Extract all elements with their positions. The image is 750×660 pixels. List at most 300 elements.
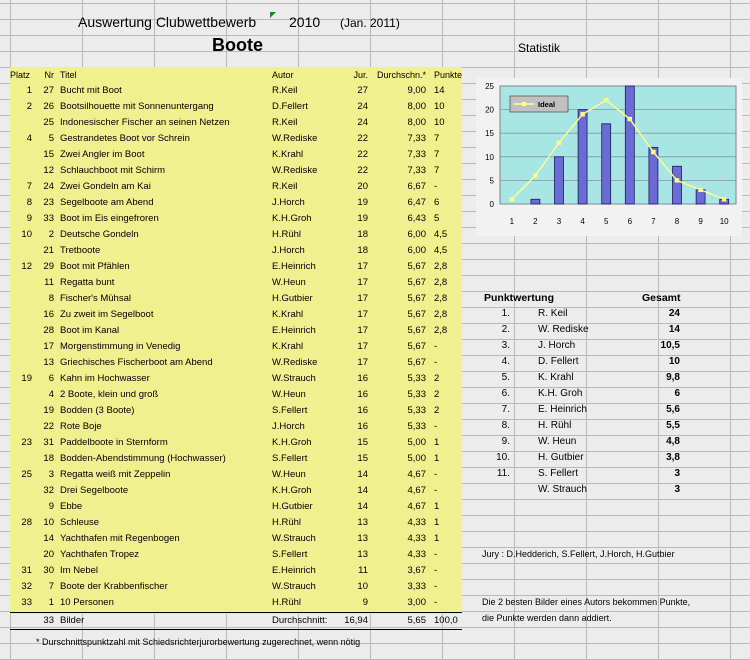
punktwertung-rank: 7. <box>501 404 510 415</box>
x-tick-label: 8 <box>674 217 680 226</box>
punktwertung-row <box>480 434 686 450</box>
cell-avg: 4,33 <box>407 549 426 560</box>
cell-jur: 24 <box>357 117 368 128</box>
cell-titel: Gestrandetes Boot vor Schrein <box>60 133 190 144</box>
note-line-1: Die 2 besten Bilder eines Autors bekommen Punkte, <box>482 597 691 607</box>
x-tick-label: 10 <box>719 217 729 226</box>
summary-avg-score: 5,65 <box>407 615 426 626</box>
cell-jur: 14 <box>357 469 368 480</box>
cell-punkte: 10 <box>434 117 445 128</box>
cell-avg: 4,33 <box>407 517 426 528</box>
cell-avg: 5,00 <box>407 437 426 448</box>
cell-titel: Schleuse <box>60 517 100 528</box>
cell-autor: H.Rühl <box>272 517 302 528</box>
cell-punkte: - <box>434 341 438 352</box>
cell-autor: R.Keil <box>272 117 298 128</box>
cell-titel: Boote der Krabbenfischer <box>60 581 168 592</box>
punktwertung-total: 9,8 <box>666 372 680 383</box>
cell-punkte: 2 <box>434 373 440 384</box>
cell-jur: 17 <box>357 325 368 336</box>
header-platz: Platz <box>10 70 31 80</box>
ideal-point <box>628 117 632 121</box>
punktwertung-total: 6 <box>674 388 680 399</box>
cell-avg: 4,67 <box>407 501 426 512</box>
punktwertung-total: 10 <box>668 356 680 367</box>
cell-platz: 28 <box>21 517 32 528</box>
cell-nr: 7 <box>48 581 54 592</box>
cell-nr: 2 <box>48 229 54 240</box>
cell-autor: H.Rühl <box>272 597 302 608</box>
cell-autor: W.Heun <box>272 277 306 288</box>
cell-autor: W.Strauch <box>272 533 316 544</box>
punktwertung-row <box>480 418 686 434</box>
cell-nr: 19 <box>43 405 54 416</box>
cell-jur: 17 <box>357 341 368 352</box>
cell-punkte: 2 <box>434 389 440 400</box>
cell-autor: J.Horch <box>272 421 305 432</box>
punktwertung-rank: 5. <box>501 372 510 383</box>
cell-punkte: - <box>434 565 438 576</box>
punktwertung-rank: 10. <box>496 452 510 463</box>
cell-nr: 27 <box>43 85 54 96</box>
punktwertung-row <box>480 402 686 418</box>
summary-row <box>10 612 462 630</box>
cell-avg: 5,67 <box>407 261 426 272</box>
cell-punkte: 4,5 <box>434 245 448 256</box>
cell-autor: K.H.Groh <box>272 213 312 224</box>
table-row <box>10 163 462 179</box>
cell-jur: 22 <box>357 149 368 160</box>
table-row <box>10 563 462 579</box>
x-tick-label: 2 <box>533 217 538 226</box>
cell-avg: 9,00 <box>407 85 426 96</box>
cell-punkte: - <box>434 421 438 432</box>
cell-platz: 23 <box>21 437 32 448</box>
cell-titel: Deutsche Gondeln <box>60 229 139 240</box>
cell-nr: 22 <box>43 421 54 432</box>
cell-autor: S.Fellert <box>272 549 308 560</box>
cell-autor: W.Heun <box>272 469 306 480</box>
header-autor: Autor <box>272 70 294 80</box>
cell-platz: 25 <box>21 469 32 480</box>
cell-jur: 17 <box>357 357 368 368</box>
ideal-point <box>533 173 537 177</box>
cell-punkte: 10 <box>434 101 445 112</box>
cell-autor: K.Krahl <box>272 149 304 160</box>
bar <box>555 157 564 204</box>
table-row <box>10 259 462 275</box>
cell-titel: Bootsilhouette mit Sonnenuntergang <box>60 101 214 112</box>
summary-total-points: 100,0 <box>434 615 458 626</box>
cell-jur: 19 <box>357 197 368 208</box>
cell-autor: W.Strauch <box>272 373 316 384</box>
punktwertung-total: 3,8 <box>666 452 680 463</box>
table-row <box>10 275 462 291</box>
punktwertung-rank: 8. <box>501 420 510 431</box>
cell-avg: 7,33 <box>407 133 426 144</box>
cell-nr: 21 <box>43 245 54 256</box>
cell-punkte: 1 <box>434 533 440 544</box>
cell-avg: 7,33 <box>407 149 426 160</box>
cell-nr: 1 <box>48 597 54 608</box>
punktwertung-name: W. Strauch <box>538 484 587 495</box>
cell-jur: 22 <box>357 133 368 144</box>
cell-platz: 4 <box>26 133 32 144</box>
table-row <box>10 595 462 611</box>
cell-titel: Griechisches Fischerboot am Abend <box>60 357 213 368</box>
punktwertung-name: R. Keil <box>538 308 568 319</box>
cell-autor: S.Fellert <box>272 453 308 464</box>
punktwertung-name: W. Rediske <box>538 324 589 335</box>
cell-titel: Regatta bunt <box>60 277 115 288</box>
table-row <box>10 147 462 163</box>
cell-jur: 11 <box>358 565 368 576</box>
cell-titel: Schlauchboot mit Schirm <box>60 165 166 176</box>
cell-punkte: 5 <box>434 213 440 224</box>
punktwertung-rows <box>480 306 686 498</box>
cell-jur: 19 <box>357 213 368 224</box>
punktwertung-total: 10,5 <box>660 340 680 351</box>
cell-titel: Regatta weiß mit Zeppelin <box>60 469 171 480</box>
cell-avg: 5,33 <box>407 405 426 416</box>
y-tick-label: 5 <box>489 176 494 186</box>
x-tick-label: 1 <box>509 217 515 226</box>
y-tick-label: 25 <box>485 82 494 91</box>
cell-autor: E.Heinrich <box>272 261 316 272</box>
cell-punkte: 4,5 <box>434 229 448 240</box>
punktwertung-total: 5,5 <box>666 420 680 431</box>
cell-titel: Bodden (3 Boote) <box>60 405 135 416</box>
punktwertung-rank: 6. <box>501 388 510 399</box>
table-row <box>10 307 462 323</box>
cell-jur: 18 <box>357 245 368 256</box>
cell-nr: 8 <box>48 293 54 304</box>
cell-avg: 5,33 <box>407 389 426 400</box>
cell-jur: 22 <box>357 165 368 176</box>
table-row <box>10 99 462 115</box>
table-row <box>10 435 462 451</box>
cell-punkte: 1 <box>434 517 440 528</box>
cell-autor: E.Heinrich <box>272 325 316 336</box>
cell-titel: Im Nebel <box>60 565 99 576</box>
punktwertung-name: K. Krahl <box>538 372 574 383</box>
bar <box>531 199 540 204</box>
cell-avg: 6,00 <box>407 229 426 240</box>
cell-titel: Bucht mit Boot <box>60 85 122 96</box>
punktwertung-header <box>480 290 686 306</box>
cell-jur: 17 <box>357 293 368 304</box>
bar <box>578 110 587 204</box>
punktwertung-name: J. Horch <box>538 340 576 351</box>
cell-platz: 32 <box>21 581 32 592</box>
punktwertung-name: E. Heinrich <box>538 404 587 415</box>
y-tick-label: 15 <box>485 129 494 139</box>
cell-autor: H.Rühl <box>272 229 302 240</box>
cell-titel: Indonesischer Fischer an seinen Netzen <box>60 117 230 128</box>
summary-label: Bilder <box>60 615 85 626</box>
cell-titel: Segelboote am Abend <box>60 197 154 208</box>
cell-punkte: - <box>434 549 438 560</box>
punktwertung-rank: 4. <box>501 356 510 367</box>
cell-jur: 24 <box>357 101 368 112</box>
cell-nr: 4 <box>48 389 54 400</box>
cell-platz: 12 <box>21 261 32 272</box>
summary-count: 33 <box>43 615 54 626</box>
results-table <box>10 83 462 611</box>
distribution-chart <box>476 78 742 236</box>
table-row <box>10 579 462 595</box>
header-jur: Jur. <box>353 70 368 80</box>
cell-avg: 5,67 <box>407 277 426 288</box>
cell-autor: R.Keil <box>272 181 298 192</box>
cell-punkte: 1 <box>434 437 440 448</box>
cell-nr: 12 <box>43 165 54 176</box>
punktwertung-rank: 2. <box>501 324 510 335</box>
cell-punkte: - <box>434 485 438 496</box>
cell-avg: 5,67 <box>407 357 426 368</box>
cell-nr: 11 <box>44 277 54 288</box>
cell-nr: 20 <box>43 549 54 560</box>
punktwertung-total: 3 <box>674 468 680 479</box>
punktwertung-total: 5,6 <box>666 404 680 415</box>
cell-autor: H.Gutbier <box>272 501 313 512</box>
bar <box>673 166 682 204</box>
table-row <box>10 211 462 227</box>
y-tick-label: 10 <box>485 152 494 162</box>
cell-nr: 30 <box>43 565 54 576</box>
cell-nr: 29 <box>43 261 54 272</box>
note-line-2: die Punkte werden dann addiert. <box>482 613 612 623</box>
punktwertung-row <box>480 450 686 466</box>
cell-titel: Bodden-Abendstimmung (Hochwasser) <box>60 453 226 464</box>
chart-svg <box>476 78 742 236</box>
cell-autor: J.Horch <box>272 197 305 208</box>
header-avg: Durchschn.* <box>376 70 426 80</box>
cell-jur: 13 <box>357 517 368 528</box>
cell-autor: W.Heun <box>272 389 306 400</box>
punktwertung-rank: 11. <box>496 468 510 479</box>
footnote: * Durschnittspunktzahl mit Schiedsrichterjurorbewertung zugerechnet, wenn nötig <box>36 637 361 647</box>
cell-titel: Boot im Eis eingefroren <box>60 213 159 224</box>
table-row <box>10 355 462 371</box>
ideal-point <box>557 140 561 144</box>
cell-punkte: 1 <box>434 501 440 512</box>
cell-platz: 1 <box>26 85 32 96</box>
cell-titel: Kahn im Hochwasser <box>60 373 150 384</box>
cell-avg: 6,00 <box>407 245 426 256</box>
punktwertung-row <box>480 306 686 322</box>
cell-jur: 10 <box>357 581 368 592</box>
table-row <box>10 451 462 467</box>
cell-autor: K.Krahl <box>272 309 304 320</box>
cell-jur: 27 <box>357 85 368 96</box>
table-row <box>10 467 462 483</box>
cell-avg: 5,67 <box>407 293 426 304</box>
results-header <box>10 67 462 83</box>
punktwertung-name: H. Rühl <box>538 420 572 431</box>
gesamt-header: Gesamt <box>642 292 681 304</box>
punktwertung-name: H. Gutbier <box>538 452 584 463</box>
cell-avg: 3,67 <box>407 565 426 576</box>
cell-autor: R.Keil <box>272 85 298 96</box>
table-row <box>10 131 462 147</box>
cell-titel: Paddelboote in Sternform <box>60 437 168 448</box>
table-row <box>10 83 462 99</box>
cell-nr: 23 <box>43 197 54 208</box>
x-tick-label: 6 <box>627 217 633 226</box>
cell-nr: 24 <box>43 181 54 192</box>
punktwertung-total: 14 <box>668 324 680 335</box>
cell-nr: 32 <box>43 485 54 496</box>
ideal-point <box>722 197 726 201</box>
table-row <box>10 531 462 547</box>
cell-platz: 31 <box>21 565 32 576</box>
cell-avg: 8,00 <box>407 101 426 112</box>
cell-punkte: 2,8 <box>434 309 448 320</box>
cell-avg: 5,33 <box>407 373 426 384</box>
date-label: (Jan. 2011) <box>340 16 400 30</box>
cell-nr: 33 <box>43 213 54 224</box>
cell-autor: W.Rediske <box>272 165 318 176</box>
cell-avg: 7,33 <box>407 165 426 176</box>
summary-avg-label: Durchschnitt: <box>272 615 328 626</box>
cell-nr: 16 <box>43 309 54 320</box>
legend-marker <box>522 102 526 106</box>
cell-autor: H.Gutbier <box>272 293 313 304</box>
table-row <box>10 419 462 435</box>
cell-titel: 10 Personen <box>60 597 114 608</box>
cell-punkte: - <box>434 181 438 192</box>
year-label: 2010 <box>289 14 321 30</box>
cell-punkte: - <box>434 597 438 608</box>
cell-autor: W.Rediske <box>272 133 318 144</box>
cell-punkte: 2 <box>434 405 440 416</box>
y-tick-label: 20 <box>485 105 494 115</box>
punktwertung-total: 4,8 <box>666 436 680 447</box>
bar <box>602 124 611 204</box>
cell-punkte: 6 <box>434 197 440 208</box>
cell-avg: 5,00 <box>407 453 426 464</box>
cell-avg: 5,67 <box>407 341 426 352</box>
cell-autor: J.Horch <box>272 245 305 256</box>
cell-punkte: 7 <box>434 165 440 176</box>
cell-nr: 3 <box>48 469 54 480</box>
bar <box>625 86 634 204</box>
cell-autor: S.Fellert <box>272 405 308 416</box>
punktwertung-rank: 1. <box>501 308 510 319</box>
table-row <box>10 371 462 387</box>
cell-nr: 28 <box>43 325 54 336</box>
cell-nr: 25 <box>43 117 54 128</box>
x-tick-label: 9 <box>698 217 703 226</box>
cell-platz: 7 <box>26 181 32 192</box>
cell-jur: 16 <box>357 373 368 384</box>
cell-jur: 13 <box>357 533 368 544</box>
punktwertung-row <box>480 338 686 354</box>
cell-avg: 5,67 <box>407 309 426 320</box>
punktwertung-name: W. Heun <box>538 436 577 447</box>
cell-autor: E.Heinrich <box>272 565 316 576</box>
cell-jur: 15 <box>357 453 368 464</box>
punktwertung-row <box>480 322 686 338</box>
cell-autor: D.Fellert <box>272 101 308 112</box>
cell-avg: 6,43 <box>407 213 426 224</box>
punktwertung-name: S. Fellert <box>538 468 579 479</box>
table-row <box>10 115 462 131</box>
punktwertung-row <box>480 466 686 482</box>
cell-nr: 26 <box>43 101 54 112</box>
ideal-point <box>698 188 702 192</box>
cell-autor: W.Rediske <box>272 357 318 368</box>
cell-platz: 9 <box>26 213 32 224</box>
cell-punkte: 14 <box>434 85 445 96</box>
cell-jur: 9 <box>362 597 368 608</box>
cell-jur: 15 <box>357 437 368 448</box>
cell-jur: 16 <box>357 389 368 400</box>
cell-titel: Boot im Kanal <box>60 325 120 336</box>
y-tick-label: 0 <box>489 200 494 209</box>
cell-titel: Zwei Gondeln am Kai <box>60 181 151 192</box>
page-title: Auswertung Clubwettbewerb <box>78 14 257 30</box>
punktwertung-row <box>480 354 686 370</box>
cell-jur: 18 <box>357 229 368 240</box>
cell-nr: 14 <box>43 533 54 544</box>
statistik-label: Statistik <box>518 41 561 55</box>
cell-titel: Morgenstimmung in Venedig <box>60 341 181 352</box>
cell-nr: 15 <box>43 149 54 160</box>
cell-titel: Tretboote <box>60 245 101 256</box>
ideal-point <box>604 98 608 102</box>
cell-punkte: 7 <box>434 149 440 160</box>
category-title: Boote <box>212 35 263 55</box>
cell-jur: 14 <box>357 485 368 496</box>
legend-label: Ideal <box>538 100 556 109</box>
cell-jur: 16 <box>357 405 368 416</box>
cell-autor: K.H.Groh <box>272 485 312 496</box>
table-row <box>10 387 462 403</box>
x-tick-label: 5 <box>603 217 609 226</box>
cell-avg: 5,33 <box>407 421 426 432</box>
cell-nr: 5 <box>48 133 54 144</box>
cell-nr: 10 <box>43 517 54 528</box>
cell-avg: 4,67 <box>407 469 426 480</box>
cell-punkte: 2,8 <box>434 293 448 304</box>
x-tick-label: 4 <box>580 217 585 226</box>
table-row <box>10 323 462 339</box>
cell-nr: 9 <box>48 501 54 512</box>
cell-jur: 17 <box>357 261 368 272</box>
cell-platz: 33 <box>21 597 32 608</box>
cell-punkte: - <box>434 581 438 592</box>
x-tick-label: 7 <box>651 217 656 226</box>
punktwertung-rank: 3. <box>501 340 510 351</box>
cell-autor: K.Krahl <box>272 341 304 352</box>
table-row <box>10 179 462 195</box>
header-titel: Titel <box>60 70 77 80</box>
cell-nr: 31 <box>43 437 54 448</box>
cell-avg: 6,47 <box>407 197 426 208</box>
ideal-point <box>580 112 584 116</box>
cell-jur: 13 <box>357 549 368 560</box>
cell-autor: W.Strauch <box>272 581 316 592</box>
punktwertung-title: Punktwertung <box>484 292 554 304</box>
punktwertung-row <box>480 370 686 386</box>
punktwertung-name: K.H. Groh <box>538 388 583 399</box>
cell-jur: 20 <box>357 181 368 192</box>
cell-avg: 4,67 <box>407 485 426 496</box>
ideal-point <box>675 178 679 182</box>
cell-punkte: 2,8 <box>434 325 448 336</box>
